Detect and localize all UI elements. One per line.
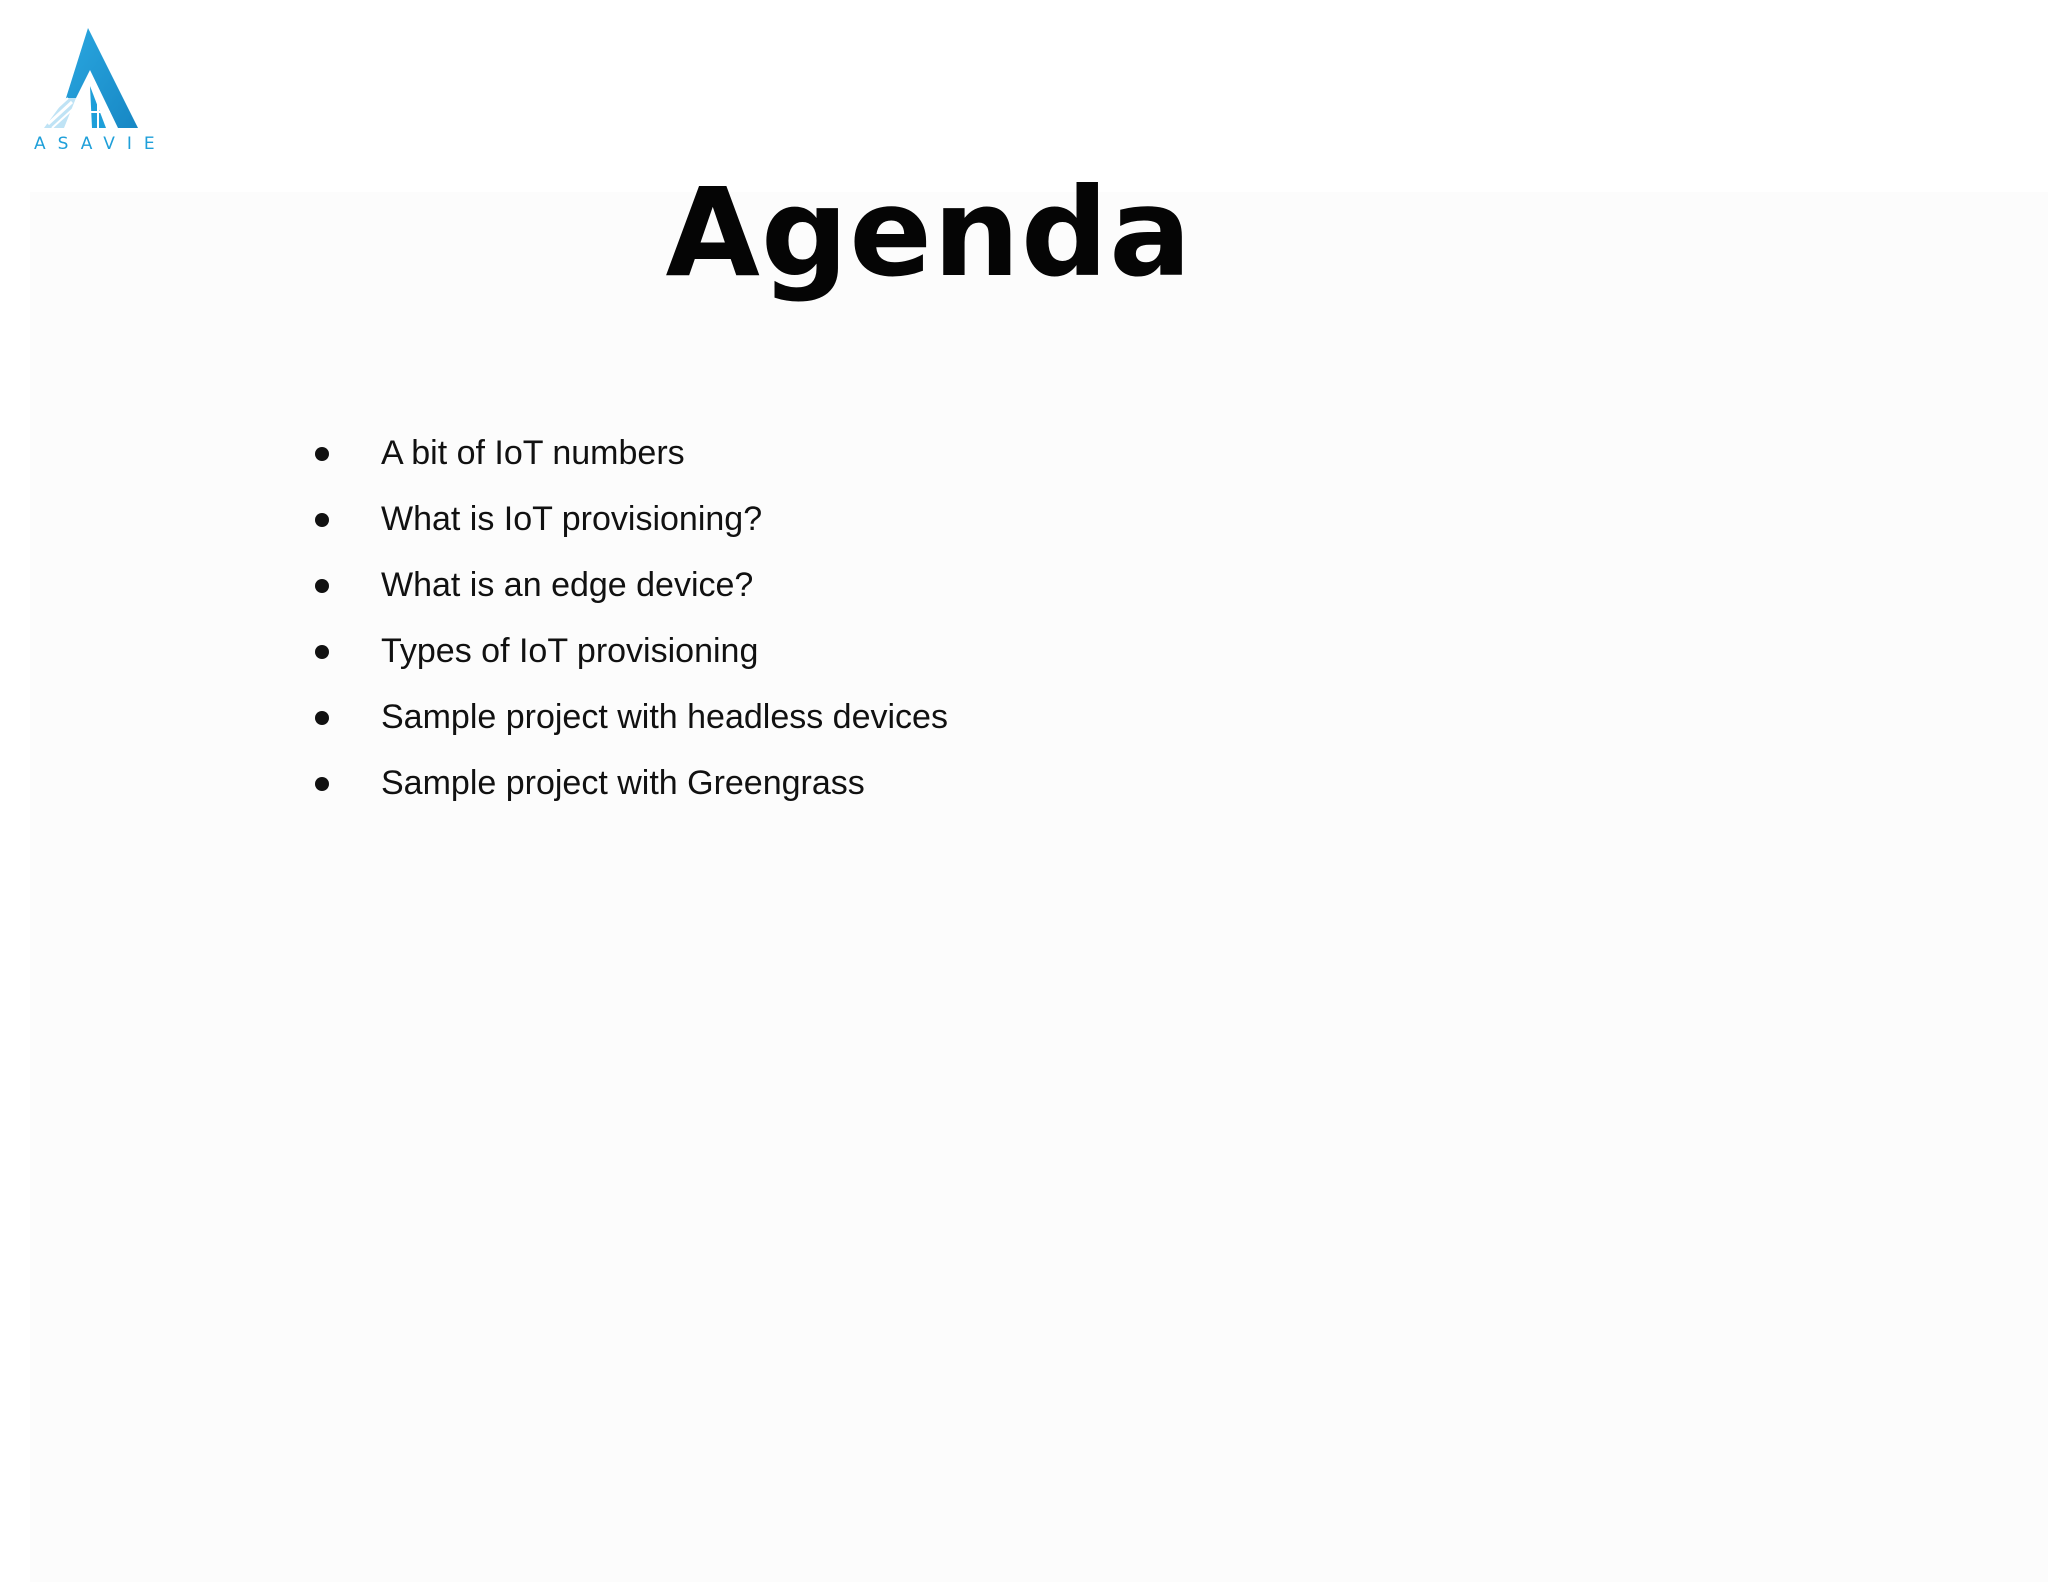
agenda-item-text: What is IoT provisioning? xyxy=(381,500,763,538)
agenda-item-text: Types of IoT provisioning xyxy=(381,632,759,670)
bullet-icon xyxy=(315,447,329,461)
agenda-item-text: Sample project with Greengrass xyxy=(381,764,865,802)
logo-brand-text: ASAVIE xyxy=(34,134,167,154)
agenda-item-text: Sample project with headless devices xyxy=(381,698,948,736)
agenda-item-text: What is an edge device? xyxy=(381,566,754,604)
content-panel xyxy=(30,192,2048,1582)
bullet-icon xyxy=(315,645,329,659)
bullet-icon xyxy=(315,513,329,527)
bullet-icon xyxy=(315,777,329,791)
asavie-a-logo-icon xyxy=(26,26,156,136)
asavie-logo xyxy=(26,26,167,160)
bullet-icon xyxy=(315,579,329,593)
agenda-item-text: A bit of IoT numbers xyxy=(381,434,685,472)
slide-title: Agenda xyxy=(665,162,1193,304)
bullet-icon xyxy=(315,711,329,725)
